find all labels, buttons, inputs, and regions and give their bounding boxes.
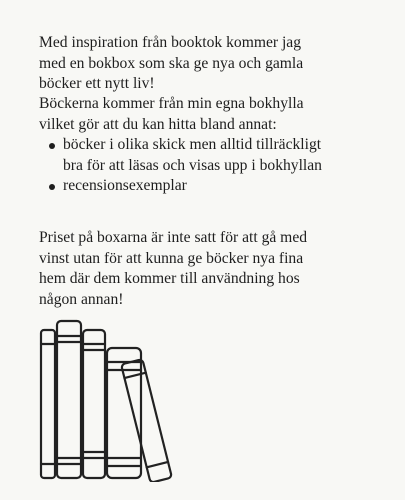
intro-paragraph: Med inspiration från booktok kommer jag med en bokbox som ska ge nya och gamla böcker ett nytt liv! bbox=[39, 34, 304, 93]
bullet-icon bbox=[49, 184, 55, 190]
book-5 bbox=[121, 359, 172, 482]
list-item bbox=[43, 176, 383, 197]
bullet-icon bbox=[49, 143, 55, 149]
book-2 bbox=[57, 321, 81, 478]
books-icon bbox=[38, 318, 196, 482]
book-3 bbox=[83, 330, 105, 478]
bookshelf-paragraph: Böckerna kommer från min egna bokhylla vilket gör att du kan hitta bland annat: bbox=[39, 95, 304, 133]
list-item bbox=[43, 135, 383, 176]
book-4 bbox=[107, 348, 141, 478]
contents-list bbox=[43, 135, 383, 197]
list-item-text: recensionsexemplar bbox=[63, 177, 187, 195]
list-item-text: böcker i olika skick men alltid tillräckligt bra för att läsas och visas upp i bokhyllan bbox=[63, 136, 322, 174]
price-paragraph: Priset på boxarna är inte satt för att gå med vinst utan för att kunna ge böcker nya fina hem där dem kommer till användning hos någon annan! bbox=[39, 229, 308, 308]
book-1 bbox=[41, 330, 55, 478]
